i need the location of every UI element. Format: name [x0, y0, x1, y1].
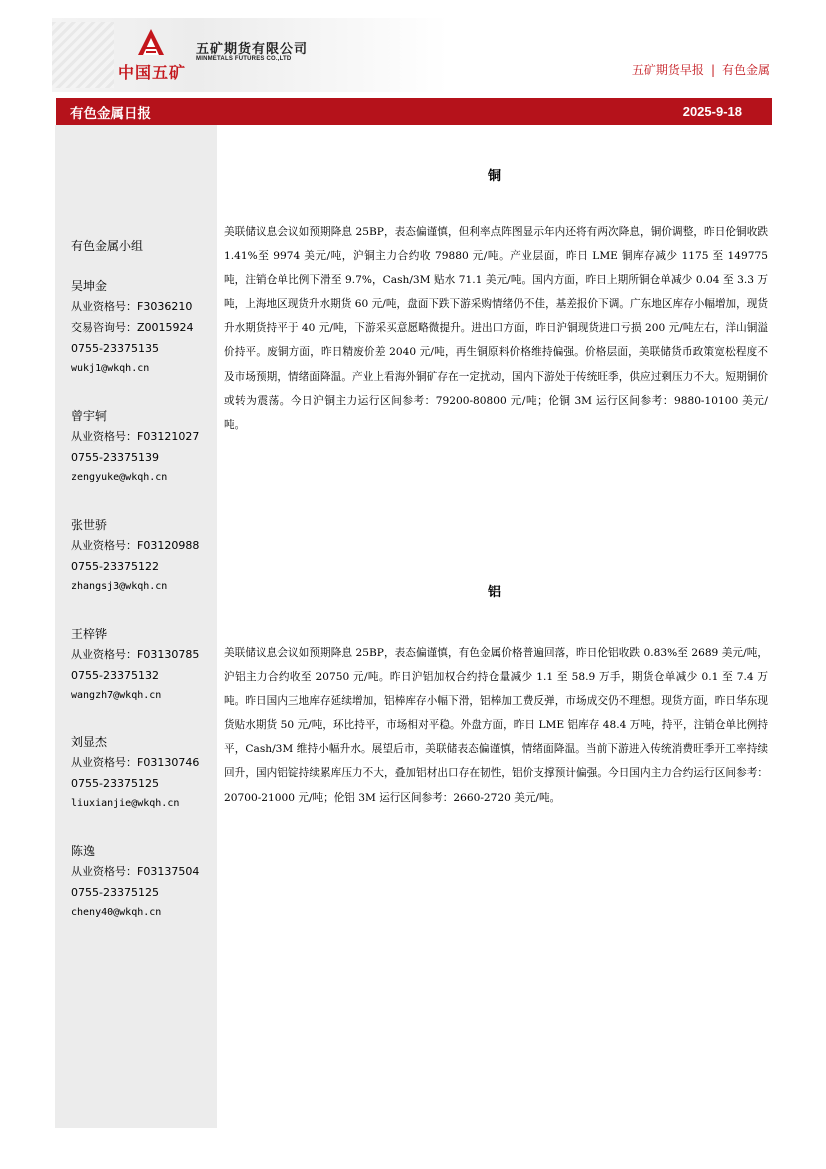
analyst-phone: 0755-23375135: [71, 342, 159, 355]
company-name-en: MINMETALS FUTURES CO.,LTD: [196, 56, 292, 62]
aluminum-section-body: 美联储议息会议如预期降息 25BP，表态偏谨慎，有色金属价格普遍回落，昨日伦铝收跌 0.83%至 2689 美元/吨，沪铝主力合约收至 20750 元/吨。昨日沪铝加权合约持仓量减少 1.1 至 58.9 万手，期货仓单减少 0.1 至 7.4 万吨。昨日国内三地库存延续增加，铝棒库存小幅下滑，铝棒加工费反弹，市场成交仍不理想。现货方面，昨日华东现货贴水期货 50 元/吨，环比持平，市场相对平稳。外盘方面，昨日 LME 铝库存 48.4 万吨，持平，注销仓单比例持平，Cash/3M 维持小幅升水。展望后市，美联储表态偏谨慎，情绪面降温。当前下游进入传统消费旺季开工率持续回升，国内铝锭持续累库压力不大，叠加铝材出口存在韧性，铝价支撑预计偏强。今日国内主力合约运行区间参考：20700-21000 元/吨；伦铝 3M 运行区间参考：2660-2720 美元/吨。: [224, 647, 768, 804]
report-category: 有色金属: [721, 63, 770, 77]
analyst-email[interactable]: zengyuke@wkqh.cn: [71, 472, 168, 483]
report-label: [632, 61, 770, 78]
analyst-card: [71, 406, 221, 488]
copper-section-title: 铜: [487, 169, 501, 184]
brand-name-cn: 中国五矿: [118, 63, 187, 82]
analyst-name: 刘显杰: [71, 735, 108, 749]
analyst-name: 吴坤金: [71, 279, 108, 293]
analyst-card: [71, 732, 221, 814]
analyst-name: 张世骄: [71, 518, 108, 532]
report-date: 2025-9-18: [682, 104, 742, 119]
analyst-card: [71, 624, 221, 706]
analyst-qualification: 从业资格号：F03137504: [71, 865, 200, 878]
analyst-email[interactable]: liuxianjie@wkqh.cn: [71, 798, 180, 809]
analyst-email[interactable]: cheny40@wkqh.cn: [71, 907, 162, 918]
analyst-phone: 0755-23375125: [71, 886, 159, 899]
analyst-email[interactable]: zhangsj3@wkqh.cn: [71, 581, 168, 592]
analyst-email[interactable]: wangzh7@wkqh.cn: [71, 690, 162, 701]
analyst-card: [71, 276, 221, 379]
title-bar: [56, 98, 772, 125]
analyst-name: 曾宇轲: [71, 409, 108, 423]
minmetals-logo-icon: [134, 25, 168, 59]
analyst-phone: 0755-23375132: [71, 669, 159, 682]
copper-section-body: 美联储议息会议如预期降息 25BP，表态偏谨慎，但利率点阵图显示年内还将有两次降息，铜价调整，昨日伦铜收跌 1.41%至 9974 美元/吨，沪铜主力合约收 79880 元/吨。产业层面，昨日 LME 铜库存减少 1175 至 149775 吨，注销仓单比例下滑至 9.7%，Cash/3M 贴水 71.1 美元/吨。国内方面，昨日上期所铜仓单减少 0.04 至 3.3 万吨，上海地区现货升水期货 60 元/吨，盘面下跌下游采购情绪仍不佳，基差报价下调。广东地区库存小幅增加，现货升水期货持平于 40 元/吨，下游采买意愿略微提升。进出口方面，昨日沪铜现货进口亏损 200 元/吨左右，洋山铜溢价持平。废铜方面，昨日精废价差 2040 元/吨，再生铜原料价格维持偏强。价格层面，美联储货币政策宽松程度不及市场预期，情绪面降温。产业上看海外铜矿存在一定扰动，国内下游处于传统旺季，供应过剩压力不大。短期铜价或转为震荡。今日沪铜主力运行区间参考：79200-80800 元/吨；伦铜 3M 运行区间参考：9880-10100 美元/吨。: [224, 226, 768, 431]
aluminum-section-title: 铝: [487, 585, 501, 600]
analyst-phone: 0755-23375139: [71, 451, 159, 464]
analyst-phone: 0755-23375122: [71, 560, 159, 573]
analyst-card: [71, 841, 221, 923]
report-title: 有色金属日报: [70, 105, 151, 122]
analyst-email[interactable]: wukj1@wkqh.cn: [71, 363, 150, 374]
company-name-cn: 五矿期货有限公司: [196, 42, 309, 57]
header-decoration: [52, 22, 114, 88]
analyst-qualification: 从业资格号：F3036210: [71, 300, 193, 313]
analyst-qualification: 从业资格号：F03130785: [71, 648, 200, 661]
report-type: 五矿期货早报: [631, 63, 704, 77]
analyst-consult-number: 交易咨询号：Z0015924: [71, 321, 194, 334]
analyst-qualification: 从业资格号：F03121027: [71, 430, 200, 443]
team-title: 有色金属小组: [71, 239, 144, 253]
report-separator: |: [710, 63, 715, 77]
analyst-qualification: 从业资格号：F03130746: [71, 756, 200, 769]
analyst-name: 王梓铧: [71, 627, 108, 641]
analyst-phone: 0755-23375125: [71, 777, 159, 790]
analyst-name: 陈逸: [71, 844, 96, 858]
analyst-card: [71, 515, 221, 597]
analyst-qualification: 从业资格号：F03120988: [71, 539, 200, 552]
